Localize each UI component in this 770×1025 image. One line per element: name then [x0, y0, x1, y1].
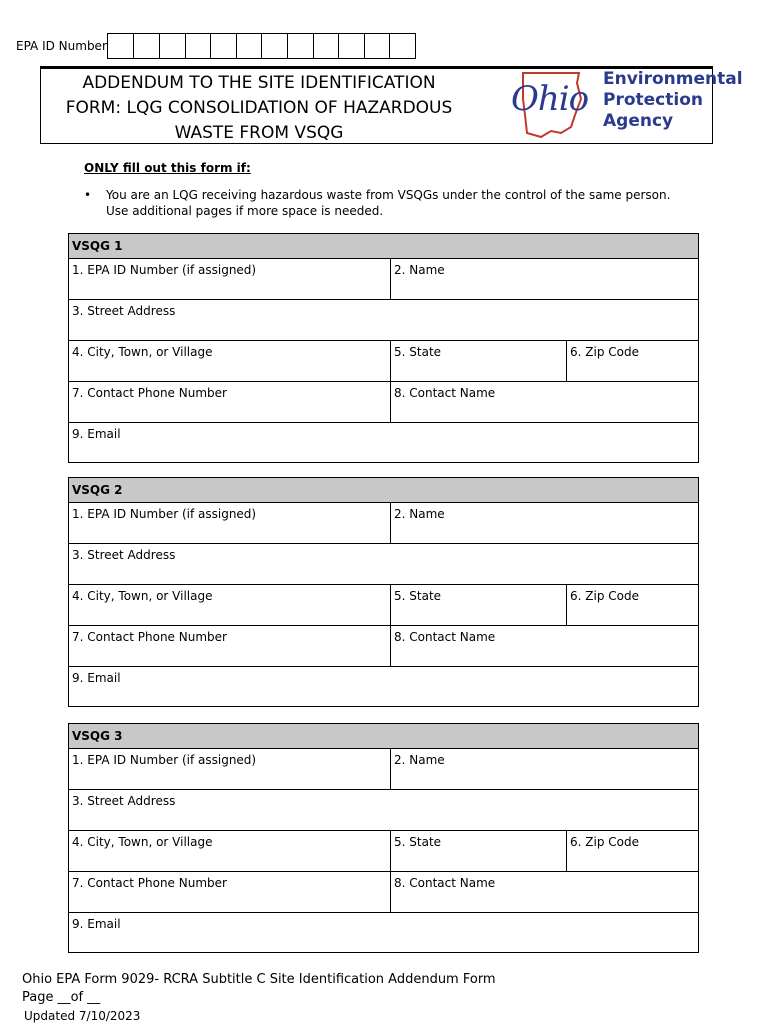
epa-id-digit-box[interactable] — [287, 34, 313, 58]
city-field[interactable]: 4. City, Town, or Village — [72, 835, 213, 849]
epa-id-digit-box[interactable] — [389, 34, 415, 58]
email-field[interactable]: 9. Email — [72, 671, 121, 685]
vsqg-section-3 — [68, 723, 699, 953]
epa-id-row — [16, 33, 416, 59]
form-title-line: WASTE FROM VSQG — [174, 123, 344, 143]
state-field[interactable]: 5. State — [390, 831, 566, 871]
vsqg-section-title: VSQG 3 — [69, 724, 698, 749]
vsqg-row — [69, 831, 698, 872]
logo-agency-line: Agency — [603, 111, 674, 131]
instructions-bullet — [84, 187, 684, 219]
contact-phone-field[interactable]: 7. Contact Phone Number — [72, 876, 227, 890]
street-address-field[interactable]: 3. Street Address — [72, 304, 176, 318]
zip-code-field[interactable]: 6. Zip Code — [566, 341, 698, 381]
state-field[interactable]: 5. State — [390, 341, 566, 381]
vsqg-row — [69, 790, 698, 831]
email-field[interactable]: 9. Email — [72, 917, 121, 931]
street-address-field[interactable]: 3. Street Address — [72, 548, 176, 562]
city-field[interactable]: 4. City, Town, or Village — [72, 589, 213, 603]
footer-page-number: Page __of __ — [22, 990, 101, 1005]
name-field[interactable]: 2. Name — [390, 503, 698, 543]
epa-id-input-boxes[interactable] — [107, 33, 416, 59]
ohio-epa-logo — [473, 69, 743, 141]
vsqg-row — [69, 585, 698, 626]
contact-name-field[interactable]: 8. Contact Name — [390, 382, 698, 422]
zip-code-field[interactable]: 6. Zip Code — [566, 585, 698, 625]
vsqg-row — [69, 382, 698, 423]
epa-id-field[interactable]: 1. EPA ID Number (if assigned) — [72, 263, 257, 277]
vsqg-row — [69, 259, 698, 300]
vsqg-row — [69, 423, 698, 462]
email-field[interactable]: 9. Email — [72, 427, 121, 441]
epa-id-digit-box[interactable] — [236, 34, 262, 58]
epa-id-digit-box[interactable] — [108, 34, 134, 58]
vsqg-section-title: VSQG 1 — [69, 234, 698, 259]
vsqg-row — [69, 667, 698, 706]
epa-id-digit-box[interactable] — [210, 34, 236, 58]
logo-agency-line: Environmental — [603, 69, 743, 89]
epa-id-digit-box[interactable] — [338, 34, 364, 58]
contact-name-field[interactable]: 8. Contact Name — [390, 626, 698, 666]
form-header — [40, 66, 743, 144]
footer-form-name: Ohio EPA Form 9029- RCRA Subtitle C Site Identification Addendum Form — [22, 972, 496, 987]
epa-id-field[interactable]: 1. EPA ID Number (if assigned) — [72, 507, 257, 521]
vsqg-row — [69, 544, 698, 585]
instructions — [84, 161, 684, 219]
vsqg-row — [69, 872, 698, 913]
instructions-bullet-text: You are an LQG receiving hazardous waste from VSQGs under the control of the same person. Use additional pages if more space is needed. — [106, 188, 671, 218]
vsqg-row — [69, 300, 698, 341]
epa-id-field[interactable]: 1. EPA ID Number (if assigned) — [72, 753, 257, 767]
epa-id-digit-box[interactable] — [261, 34, 287, 58]
vsqg-row — [69, 341, 698, 382]
instructions-heading: ONLY fill out this form if: — [84, 161, 251, 175]
city-field[interactable]: 4. City, Town, or Village — [72, 345, 213, 359]
epa-id-label: EPA ID Number — [16, 39, 107, 53]
form-title — [49, 71, 469, 146]
epa-id-digit-box[interactable] — [185, 34, 211, 58]
vsqg-row — [69, 503, 698, 544]
epa-id-digit-box[interactable] — [133, 34, 159, 58]
vsqg-row — [69, 913, 698, 952]
vsqg-section-2 — [68, 477, 699, 707]
bullet-icon: • — [84, 188, 92, 202]
page-footer — [22, 971, 496, 1025]
contact-phone-field[interactable]: 7. Contact Phone Number — [72, 630, 227, 644]
form-title-line: ADDENDUM TO THE SITE IDENTIFICATION — [82, 73, 436, 93]
epa-id-digit-box[interactable] — [364, 34, 390, 58]
logo-agency-line: Protection — [603, 90, 703, 110]
contact-name-field[interactable]: 8. Contact Name — [390, 872, 698, 912]
logo-ohio-text: Ohio — [511, 79, 589, 119]
form-title-line: FORM: LQG CONSOLIDATION OF HAZARDOUS — [65, 98, 453, 118]
vsqg-section-title: VSQG 2 — [69, 478, 698, 503]
footer-updated-date: Updated 7/10/2023 — [24, 1009, 141, 1023]
contact-phone-field[interactable]: 7. Contact Phone Number — [72, 386, 227, 400]
epa-id-digit-box[interactable] — [159, 34, 185, 58]
name-field[interactable]: 2. Name — [390, 259, 698, 299]
vsqg-section-1 — [68, 233, 699, 463]
vsqg-row — [69, 749, 698, 790]
vsqg-row — [69, 626, 698, 667]
epa-id-digit-box[interactable] — [313, 34, 339, 58]
name-field[interactable]: 2. Name — [390, 749, 698, 789]
zip-code-field[interactable]: 6. Zip Code — [566, 831, 698, 871]
street-address-field[interactable]: 3. Street Address — [72, 794, 176, 808]
logo-agency-text — [603, 69, 743, 132]
state-field[interactable]: 5. State — [390, 585, 566, 625]
